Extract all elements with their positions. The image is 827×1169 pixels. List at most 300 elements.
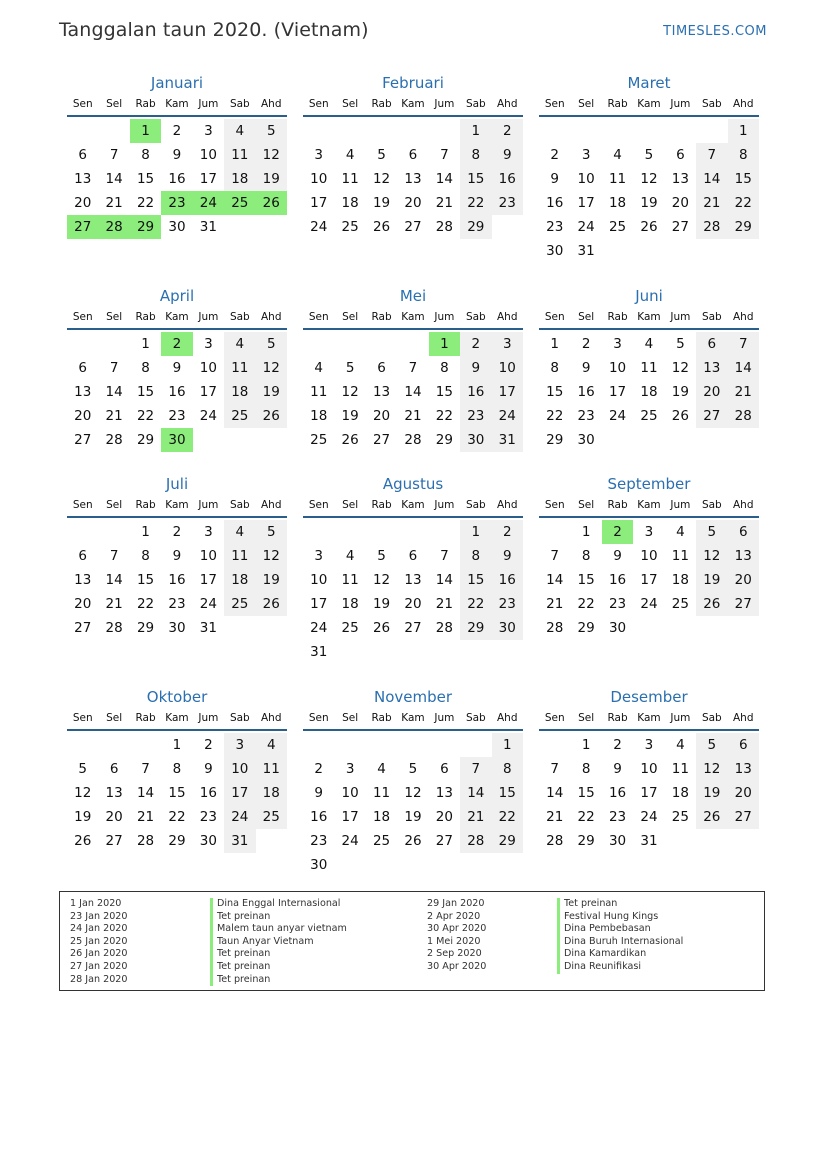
weekday-label: Sab xyxy=(701,311,722,323)
day-cell: 26 xyxy=(256,191,287,215)
day-cell: 11 xyxy=(224,356,255,380)
month-title: Juli xyxy=(165,475,189,493)
weekday-label: Sel xyxy=(342,311,359,323)
day-cell: 15 xyxy=(577,785,595,801)
day-cell: 23 xyxy=(168,408,186,424)
day-cell: 11 xyxy=(640,360,658,376)
weekday-label: Ahd xyxy=(260,311,282,323)
day-cell: 21 xyxy=(546,596,564,612)
day-cell: 15 xyxy=(546,384,564,400)
day-cell: 6 xyxy=(440,761,449,777)
day-cell: 18 xyxy=(256,781,287,805)
weekday-header xyxy=(67,306,287,330)
day-cell: 23 xyxy=(492,592,523,616)
weekday-label: Sab xyxy=(465,311,486,323)
day-cell: 19 xyxy=(404,809,422,825)
empty-cell xyxy=(397,332,428,356)
day-cell: 22 xyxy=(460,592,491,616)
day-cell: 3 xyxy=(644,524,654,540)
weekday-label: Jum xyxy=(670,311,691,323)
day-cell: 16 xyxy=(168,572,186,588)
empty-cell xyxy=(570,119,601,143)
weekday-label: Sen xyxy=(544,98,565,110)
day-cell: 1 xyxy=(460,520,491,544)
day-cell: 30 xyxy=(492,616,523,640)
month-oktober xyxy=(67,687,287,853)
day-cell: 27 xyxy=(404,620,422,636)
day-cell: 15 xyxy=(136,572,155,588)
day-cell: 12 xyxy=(256,143,287,167)
legend-holiday-name: Dina Kamardikan xyxy=(557,948,683,961)
weekday-header xyxy=(67,494,287,518)
days-grid xyxy=(539,330,759,452)
weekday-label: Sen xyxy=(544,499,565,511)
day-cell: 30 xyxy=(199,833,217,849)
day-cell: 14 xyxy=(435,171,453,187)
day-cell: 11 xyxy=(341,171,359,187)
day-cell: 18 xyxy=(341,596,359,612)
weekday-label: Sen xyxy=(72,499,93,511)
day-cell: 29 xyxy=(577,833,595,849)
day-cell: 12 xyxy=(372,171,391,187)
day-cell: 11 xyxy=(671,548,689,564)
day-cell: 18 xyxy=(671,785,689,801)
day-cell: 21 xyxy=(105,195,123,211)
day-cell: 8 xyxy=(550,360,559,376)
weekday-label: Kam xyxy=(165,98,189,110)
weekday-label: Jum xyxy=(198,712,219,724)
day-cell: 22 xyxy=(435,408,453,424)
day-cell: 22 xyxy=(728,191,759,215)
day-cell: 13 xyxy=(728,544,759,568)
weekday-header xyxy=(303,306,523,330)
empty-cell xyxy=(303,520,334,544)
day-cell: 27 xyxy=(696,404,727,428)
day-cell: 9 xyxy=(172,548,182,564)
day-cell: 25 xyxy=(256,805,287,829)
empty-cell xyxy=(303,733,334,757)
day-cell: 2 xyxy=(550,147,559,163)
day-cell: 7 xyxy=(141,761,150,777)
weekday-label: Ahd xyxy=(260,98,282,110)
day-cell: 29 xyxy=(168,833,186,849)
days-grid xyxy=(539,518,759,640)
day-cell: 5 xyxy=(676,336,685,352)
weekday-label: Sab xyxy=(229,712,250,724)
day-cell: 7 xyxy=(550,548,559,564)
brand-link[interactable]: TIMESLES.COM xyxy=(663,24,767,39)
day-cell: 23 xyxy=(168,596,186,612)
day-cell: 30 xyxy=(608,620,627,636)
legend-holiday-name: Tet preinan xyxy=(210,911,347,924)
day-cell: 11 xyxy=(341,572,359,588)
day-cell: 11 xyxy=(224,143,255,167)
day-cell: 31 xyxy=(577,243,595,259)
day-cell: 20 xyxy=(728,568,759,592)
legend-holiday-name: Dina Enggal Internasional xyxy=(210,898,347,911)
day-cell: 12 xyxy=(640,171,658,187)
day-cell: 28 xyxy=(546,833,564,849)
day-cell: 30 xyxy=(577,432,595,448)
weekday-header xyxy=(539,707,759,731)
day-cell: 14 xyxy=(460,781,491,805)
day-cell: 30 xyxy=(168,219,186,235)
weekday-label: Rab xyxy=(371,98,392,110)
day-cell: 16 xyxy=(546,195,564,211)
weekday-label: Rab xyxy=(135,98,156,110)
day-cell: 14 xyxy=(105,171,123,187)
day-cell: 16 xyxy=(608,785,627,801)
day-cell: 8 xyxy=(141,147,150,163)
day-cell: 26 xyxy=(256,404,287,428)
day-cell: 19 xyxy=(256,380,287,404)
day-cell: 28 xyxy=(404,432,422,448)
day-cell: 31 xyxy=(199,620,217,636)
weekday-label: Rab xyxy=(607,98,628,110)
day-cell: 20 xyxy=(404,195,422,211)
day-cell: 1 xyxy=(492,733,523,757)
weekday-label: Sab xyxy=(465,98,486,110)
day-cell: 3 xyxy=(204,524,213,540)
weekday-label: Ahd xyxy=(732,499,754,511)
month-title: Februari xyxy=(382,74,444,92)
day-cell: 31 xyxy=(640,833,658,849)
weekday-label: Sel xyxy=(106,311,123,323)
day-cell: 8 xyxy=(460,143,491,167)
day-cell: 14 xyxy=(728,356,759,380)
weekday-label: Rab xyxy=(607,311,628,323)
weekday-label: Jum xyxy=(198,499,219,511)
day-cell: 17 xyxy=(341,809,359,825)
day-cell: 28 xyxy=(136,833,155,849)
weekday-label: Jum xyxy=(670,499,691,511)
day-cell: 1 xyxy=(141,524,150,540)
day-cell: 9 xyxy=(613,761,622,777)
day-cell: 20 xyxy=(696,380,727,404)
weekday-label: Ahd xyxy=(260,499,282,511)
day-cell: 13 xyxy=(728,757,759,781)
day-cell: 19 xyxy=(372,596,391,612)
day-cell: 9 xyxy=(314,785,323,801)
day-cell: 15 xyxy=(492,781,523,805)
legend-date: 24 Jan 2020 xyxy=(70,923,128,935)
day-cell: 5 xyxy=(644,147,654,163)
day-cell: 3 xyxy=(345,761,355,777)
day-cell: 6 xyxy=(109,761,119,777)
days-grid xyxy=(67,518,287,640)
day-cell: 14 xyxy=(105,572,123,588)
day-cell: 27 xyxy=(105,833,123,849)
day-cell: 8 xyxy=(728,143,759,167)
day-cell: 13 xyxy=(105,785,123,801)
day-cell: 30 xyxy=(310,857,328,873)
day-cell: 2 xyxy=(581,336,591,352)
day-cell: 2 xyxy=(492,520,523,544)
day-cell: 19 xyxy=(74,809,92,825)
day-cell: 29 xyxy=(728,215,759,239)
day-cell: 26 xyxy=(372,219,391,235)
day-cell: 21 xyxy=(105,408,123,424)
days-grid xyxy=(303,330,523,452)
day-cell: 13 xyxy=(404,572,422,588)
day-cell: 9 xyxy=(204,761,213,777)
legend-holiday-name: Tet preinan xyxy=(210,961,347,974)
day-cell: 11 xyxy=(372,785,391,801)
day-cell: 5 xyxy=(408,761,418,777)
day-cell: 21 xyxy=(435,195,453,211)
days-grid xyxy=(67,731,287,853)
day-cell: 16 xyxy=(608,572,627,588)
weekday-label: Ahd xyxy=(496,499,518,511)
empty-cell xyxy=(429,733,460,757)
weekday-label: Sab xyxy=(701,712,722,724)
day-cell: 30 xyxy=(161,428,192,452)
day-cell: 20 xyxy=(74,408,92,424)
weekday-label: Sen xyxy=(308,98,329,110)
day-cell: 31 xyxy=(310,644,328,660)
day-cell: 4 xyxy=(314,360,323,376)
month-maret xyxy=(539,73,759,263)
day-cell: 28 xyxy=(728,404,759,428)
day-cell: 6 xyxy=(408,147,418,163)
day-cell: 13 xyxy=(74,171,92,187)
legend-date: 25 Jan 2020 xyxy=(70,935,128,947)
day-cell: 28 xyxy=(105,432,123,448)
day-cell: 27 xyxy=(67,215,98,239)
day-cell: 26 xyxy=(372,620,391,636)
day-cell: 7 xyxy=(460,757,491,781)
day-cell: 26 xyxy=(256,592,287,616)
weekday-label: Kam xyxy=(401,98,425,110)
day-cell: 4 xyxy=(613,147,622,163)
day-cell: 21 xyxy=(105,596,123,612)
day-cell: 9 xyxy=(172,147,182,163)
weekday-label: Kam xyxy=(637,98,661,110)
empty-cell xyxy=(366,733,397,757)
day-cell: 25 xyxy=(608,219,627,235)
day-cell: 23 xyxy=(608,809,627,825)
day-cell: 17 xyxy=(199,572,217,588)
day-cell: 29 xyxy=(460,616,491,640)
day-cell: 31 xyxy=(224,829,255,853)
day-cell: 18 xyxy=(310,408,328,424)
month-agustus xyxy=(303,474,523,664)
day-cell: 20 xyxy=(435,809,453,825)
day-cell: 23 xyxy=(577,408,595,424)
day-cell: 26 xyxy=(341,432,359,448)
day-cell: 4 xyxy=(224,520,255,544)
legend-date: 30 Apr 2020 xyxy=(427,960,487,972)
day-cell: 15 xyxy=(136,384,155,400)
day-cell: 21 xyxy=(404,408,422,424)
empty-cell xyxy=(397,520,428,544)
legend-date: 29 Jan 2020 xyxy=(427,898,485,909)
days-grid xyxy=(67,330,287,452)
day-cell: 17 xyxy=(608,384,627,400)
day-cell: 10 xyxy=(224,757,255,781)
weekday-label: Sab xyxy=(701,98,722,110)
month-januari xyxy=(67,73,287,239)
day-cell: 4 xyxy=(224,119,255,143)
days-grid xyxy=(539,117,759,263)
day-cell: 3 xyxy=(644,737,654,753)
day-cell: 14 xyxy=(105,384,123,400)
day-cell: 28 xyxy=(435,219,453,235)
day-cell: 11 xyxy=(608,171,627,187)
day-cell: 12 xyxy=(256,544,287,568)
day-cell: 2 xyxy=(460,332,491,356)
day-cell: 22 xyxy=(168,809,186,825)
empty-cell xyxy=(539,119,570,143)
day-cell: 1 xyxy=(581,524,591,540)
day-cell: 23 xyxy=(546,219,564,235)
weekday-label: Sel xyxy=(578,311,595,323)
day-cell: 20 xyxy=(372,408,391,424)
day-cell: 21 xyxy=(728,380,759,404)
day-cell: 29 xyxy=(136,432,155,448)
day-cell: 23 xyxy=(199,809,217,825)
legend-holiday-name: Tet preinan xyxy=(210,948,347,961)
day-cell: 7 xyxy=(109,360,119,376)
day-cell: 5 xyxy=(377,548,386,564)
empty-cell xyxy=(633,119,664,143)
day-cell: 1 xyxy=(141,336,150,352)
day-cell: 23 xyxy=(492,191,523,215)
day-cell: 20 xyxy=(671,195,689,211)
day-cell: 5 xyxy=(696,733,727,757)
day-cell: 25 xyxy=(640,408,658,424)
empty-cell xyxy=(334,520,365,544)
day-cell: 10 xyxy=(640,548,658,564)
day-cell: 17 xyxy=(492,380,523,404)
day-cell: 24 xyxy=(199,596,217,612)
empty-cell xyxy=(303,119,334,143)
day-cell: 2 xyxy=(492,119,523,143)
legend-date: 1 Jan 2020 xyxy=(70,898,122,909)
day-cell: 22 xyxy=(546,408,564,424)
weekday-label: Jum xyxy=(198,98,219,110)
weekday-label: Sel xyxy=(342,712,359,724)
empty-cell xyxy=(98,733,129,757)
day-cell: 12 xyxy=(341,384,359,400)
month-september xyxy=(539,474,759,640)
weekday-label: Sen xyxy=(308,311,329,323)
day-cell: 8 xyxy=(492,757,523,781)
day-cell: 1 xyxy=(581,737,591,753)
day-cell: 2 xyxy=(172,123,182,139)
day-cell: 19 xyxy=(671,384,689,400)
day-cell: 29 xyxy=(577,620,595,636)
legend-date: 2 Apr 2020 xyxy=(427,910,481,922)
day-cell: 4 xyxy=(345,147,355,163)
day-cell: 25 xyxy=(341,620,359,636)
day-cell: 28 xyxy=(435,620,453,636)
weekday-label: Sen xyxy=(72,311,93,323)
day-cell: 29 xyxy=(492,829,523,853)
weekday-label: Kam xyxy=(637,311,661,323)
day-cell: 30 xyxy=(168,620,186,636)
empty-cell xyxy=(334,332,365,356)
day-cell: 6 xyxy=(78,548,87,564)
day-cell: 5 xyxy=(377,147,386,163)
empty-cell xyxy=(602,119,633,143)
day-cell: 1 xyxy=(172,737,182,753)
day-cell: 16 xyxy=(168,171,186,187)
day-cell: 15 xyxy=(435,384,453,400)
day-cell: 18 xyxy=(671,572,689,588)
weekday-label: Jum xyxy=(434,499,455,511)
empty-cell xyxy=(303,332,334,356)
day-cell: 2 xyxy=(613,737,622,753)
day-cell: 30 xyxy=(460,428,491,452)
day-cell: 23 xyxy=(310,833,328,849)
legend-holiday-name: Tet preinan xyxy=(210,974,347,987)
day-cell: 16 xyxy=(310,809,328,825)
day-cell: 29 xyxy=(435,432,453,448)
day-cell: 18 xyxy=(640,384,658,400)
weekday-label: Sab xyxy=(465,499,486,511)
weekday-header xyxy=(303,707,523,731)
weekday-label: Sen xyxy=(544,311,565,323)
weekday-label: Sab xyxy=(229,311,250,323)
day-cell: 12 xyxy=(74,785,92,801)
month-april xyxy=(67,286,287,452)
empty-cell xyxy=(98,520,129,544)
day-cell: 26 xyxy=(671,408,689,424)
day-cell: 12 xyxy=(671,360,689,376)
weekday-label: Ahd xyxy=(496,712,518,724)
weekday-label: Sel xyxy=(342,499,359,511)
day-cell: 21 xyxy=(136,809,155,825)
day-cell: 8 xyxy=(581,548,591,564)
day-cell: 16 xyxy=(460,380,491,404)
day-cell: 17 xyxy=(199,384,217,400)
weekday-header xyxy=(67,707,287,731)
weekday-label: Sel xyxy=(342,98,359,110)
day-cell: 8 xyxy=(460,544,491,568)
day-cell: 15 xyxy=(728,167,759,191)
day-cell: 27 xyxy=(728,592,759,616)
empty-cell xyxy=(334,733,365,757)
legend-date: 27 Jan 2020 xyxy=(70,960,128,972)
weekday-label: Sel xyxy=(106,712,123,724)
day-cell: 25 xyxy=(224,404,255,428)
day-cell: 4 xyxy=(644,336,654,352)
day-cell: 7 xyxy=(550,761,559,777)
month-title: Mei xyxy=(399,287,427,305)
month-title: Januari xyxy=(150,74,204,92)
day-cell: 16 xyxy=(577,384,595,400)
empty-cell xyxy=(366,520,397,544)
weekday-label: Ahd xyxy=(496,311,518,323)
weekday-label: Ahd xyxy=(732,311,754,323)
days-grid xyxy=(67,117,287,239)
day-cell: 8 xyxy=(141,548,150,564)
legend-names-right xyxy=(557,898,683,974)
day-cell: 24 xyxy=(577,219,595,235)
weekday-label: Ahd xyxy=(732,712,754,724)
empty-cell xyxy=(539,733,570,757)
days-grid xyxy=(539,731,759,853)
day-cell: 21 xyxy=(460,805,491,829)
day-cell: 22 xyxy=(136,596,155,612)
day-cell: 1 xyxy=(728,119,759,143)
weekday-header xyxy=(539,494,759,518)
weekday-label: Sel xyxy=(578,98,595,110)
day-cell: 26 xyxy=(74,833,92,849)
day-cell: 15 xyxy=(136,171,155,187)
weekday-label: Rab xyxy=(607,712,628,724)
